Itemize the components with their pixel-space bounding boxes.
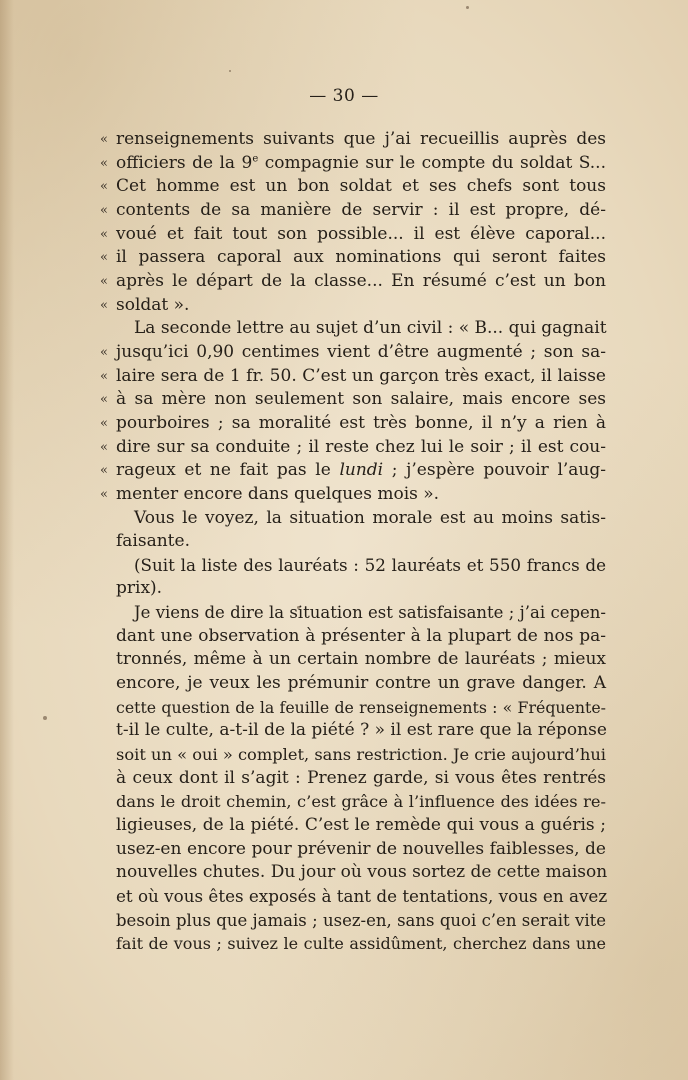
line-text: et où vous êtes exposés à tant de tentations, vous en avez	[116, 886, 608, 906]
quotation-mark: «	[100, 155, 108, 171]
quotation-mark: «	[100, 250, 108, 266]
line-text: il passera caporal aux nominations qui seront faites	[116, 247, 606, 268]
line-text: après le départ de la classe... En résumé c’est un bon	[116, 270, 606, 291]
text-line	[116, 719, 606, 743]
line-text: usez-en encore pour prévenir de nouvelles faiblesses, de	[116, 838, 606, 859]
quotation-mark: «	[100, 439, 108, 455]
paper-speck	[229, 70, 231, 72]
quotation-mark: «	[100, 132, 108, 147]
text-line	[116, 577, 606, 601]
quotation-mark: «	[100, 297, 108, 313]
text-line	[100, 294, 606, 318]
quotation-mark: «	[100, 344, 108, 360]
line-text: prix).	[116, 578, 163, 599]
line-text: rageux et ne fait pas le lundi ; j’espère pouvoir l’aug-	[116, 460, 607, 481]
line-text: nouvelles chutes. Du jour où vous sortez de cette maison	[116, 862, 608, 883]
line-text: jusqu’ici 0,90 centimes vient d’être augmenté ; son sa-	[116, 341, 606, 362]
line-text: officiers de la 9e compagnie sur le compte du soldat S...	[116, 152, 606, 173]
text-line	[100, 365, 606, 389]
line-text: à ceux dont il s’agit : Prenez garde, si vous êtes rentrés	[116, 767, 606, 788]
paper-speck	[466, 6, 469, 9]
line-text: fait de vous ; suivez le culte assidûment, cherchez dans une	[116, 934, 606, 954]
line-text: voué et fait tout son possible... il est élève caporal...	[116, 223, 606, 244]
text-line	[100, 483, 606, 507]
text-line	[116, 554, 606, 578]
text-line	[116, 932, 606, 956]
line-text: contents de sa manière de servir : il est propre, dé-	[116, 199, 606, 220]
text-line	[116, 507, 606, 531]
text-line	[116, 696, 606, 720]
text-line	[116, 767, 606, 791]
line-text: (Suit la liste des lauréats : 52 lauréats et 550 francs de	[134, 554, 606, 575]
quotation-mark: «	[100, 392, 108, 408]
text-line	[100, 246, 606, 270]
quotation-mark: «	[100, 179, 108, 195]
line-text: pourboires ; sa moralité est très bonne, il n’y a rien à	[116, 412, 606, 433]
text-line	[116, 530, 606, 554]
quotation-mark: «	[100, 226, 108, 242]
line-text: dant une observation à présenter à la plupart de nos pa-	[116, 625, 606, 646]
line-text: encore, je veux les prémunir contre un grave danger. A	[116, 673, 606, 694]
line-text: soit un « oui » complet, sans restriction. Je crie aujourd’hui	[116, 745, 606, 765]
line-text: Vous le voyez, la situation morale est au moins satis-	[134, 507, 606, 528]
line-text: t-il le culte, a-t-il de la piété ? » il est rare que la réponse	[116, 720, 607, 741]
text-line	[100, 223, 606, 247]
text-line	[116, 790, 606, 814]
paper-speck	[43, 716, 47, 720]
line-text: soldat ».	[116, 294, 190, 315]
text-line	[100, 436, 606, 460]
page-edge-shadow	[0, 0, 14, 1080]
text-line	[100, 152, 606, 176]
line-text: besoin plus que jamais ; usez-en, sans quoi c’en serait vite	[116, 910, 606, 930]
text-line	[100, 199, 606, 223]
text-line	[116, 743, 606, 767]
quotation-mark: «	[100, 463, 108, 479]
line-text: tronnés, même à un certain nombre de lauréats ; mieux	[116, 649, 606, 670]
text-line	[100, 270, 606, 294]
line-text: Cet homme est un bon soldat et ses chefs sont tous	[116, 176, 606, 197]
line-text: à sa mère non seulement son salaire, mais encore ses	[116, 389, 606, 410]
text-line	[116, 317, 606, 341]
text-line	[116, 648, 606, 672]
line-text: laire sera de 1 fr. 50. C’est un garçon très exact, il laisse	[116, 365, 606, 386]
line-text: dans le droit chemin, c’est grâce à l’influence des idées re-	[116, 792, 606, 812]
line-text: ligieuses, de la piété. C’est le remède qui vous a guéris ;	[116, 815, 606, 836]
line-text: cette question de la feuille de renseignements : « Fréquente-	[116, 697, 606, 717]
quotation-mark: «	[100, 415, 108, 431]
text-line	[116, 625, 606, 649]
line-text: dire sur sa conduite ; il reste chez lui le soir ; il est cou-	[116, 436, 606, 457]
line-text: faisante.	[116, 531, 190, 552]
text-line	[116, 909, 606, 933]
page-number: — 30 —	[309, 86, 379, 106]
text-line	[100, 412, 606, 436]
body-text	[100, 128, 608, 956]
text-line	[100, 341, 606, 365]
text-line	[116, 861, 606, 885]
quotation-mark: «	[100, 202, 108, 218]
text-line	[116, 601, 606, 625]
line-text: menter encore dans quelques mois ».	[116, 483, 440, 504]
quotation-mark: «	[100, 273, 108, 289]
quotation-mark: «	[100, 486, 108, 502]
text-line	[100, 459, 607, 483]
text-line	[116, 838, 606, 862]
text-line	[116, 885, 606, 909]
text-line	[100, 128, 606, 152]
line-text: La seconde lettre au sujet d’un civil : « B... qui gagnait	[134, 318, 607, 339]
text-line	[116, 814, 606, 838]
text-line	[100, 175, 606, 199]
text-line	[100, 388, 606, 412]
line-text: renseignements suivants que j’ai recueillis auprès des	[116, 129, 606, 149]
quotation-mark: «	[100, 368, 108, 384]
line-text: Je viens de dire la situation est satisfaisante ; j’ai cepen-	[134, 603, 606, 623]
text-line	[116, 672, 606, 696]
